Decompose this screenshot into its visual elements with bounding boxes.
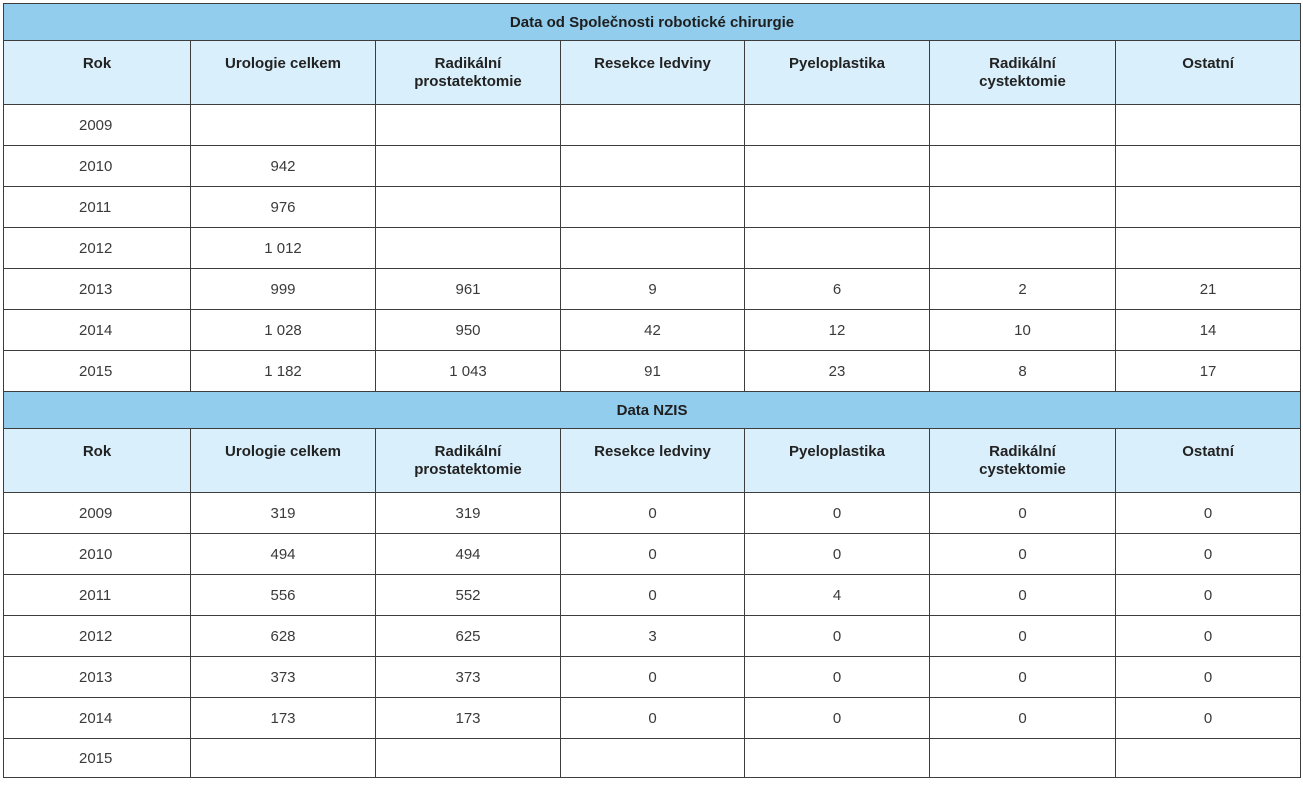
column-header-other [1116,429,1301,493]
cell-year: 2013 [4,269,191,310]
cell-other: 0 [1116,616,1301,657]
header-row [4,429,1301,493]
cell-other [1116,105,1301,146]
column-header-urology-total [191,429,376,493]
column-header-radical-cystectomy [930,429,1116,493]
cell-urology-total: 173 [191,698,376,739]
cell-urology-total: 999 [191,269,376,310]
table-row [4,657,1301,698]
cell-other: 0 [1116,657,1301,698]
table-row [4,739,1301,778]
table-row [4,269,1301,310]
cell-urology-total [191,105,376,146]
cell-kidney-resection: 3 [561,616,745,657]
header-line: Pyeloplastika [789,55,885,72]
cell-radical-cystectomy [930,739,1116,778]
cell-radical-prostatectomy [376,187,561,228]
header-line: prostatektomie [414,73,522,90]
header-line: Radikální [434,443,502,460]
table-row [4,493,1301,534]
cell-radical-cystectomy [930,187,1116,228]
column-header-year [4,429,191,493]
cell-other: 0 [1116,575,1301,616]
cell-kidney-resection: 0 [561,657,745,698]
cell-year: 2014 [4,310,191,351]
cell-other: 14 [1116,310,1301,351]
cell-year: 2011 [4,575,191,616]
cell-radical-prostatectomy: 950 [376,310,561,351]
table-row [4,310,1301,351]
header-line: Radikální [989,55,1056,72]
table-row [4,351,1301,392]
header-line: Urologie celkem [225,55,341,72]
cell-pyeloplasty: 6 [745,269,930,310]
column-header-year [4,41,191,105]
cell-radical-cystectomy: 8 [930,351,1116,392]
header-line: Resekce ledviny [594,55,711,72]
cell-radical-cystectomy: 0 [930,657,1116,698]
column-header-radical-cystectomy [930,41,1116,105]
column-header-urology-total [191,41,376,105]
header-line: Urologie celkem [225,443,341,460]
table-row [4,105,1301,146]
header-line: prostatektomie [414,461,522,478]
cell-kidney-resection [561,105,745,146]
cell-pyeloplasty: 0 [745,698,930,739]
cell-radical-cystectomy: 0 [930,534,1116,575]
cell-pyeloplasty [745,228,930,269]
cell-kidney-resection: 0 [561,493,745,534]
cell-kidney-resection: 42 [561,310,745,351]
cell-radical-cystectomy: 0 [930,616,1116,657]
section-title: Data od Společnosti robotické chirurgie [4,4,1301,41]
cell-radical-prostatectomy: 173 [376,698,561,739]
cell-pyeloplasty: 12 [745,310,930,351]
cell-pyeloplasty [745,187,930,228]
cell-year: 2009 [4,493,191,534]
cell-radical-prostatectomy: 373 [376,657,561,698]
cell-pyeloplasty [745,105,930,146]
cell-radical-cystectomy [930,146,1116,187]
column-header-radical-prostatectomy [376,429,561,493]
cell-pyeloplasty: 0 [745,616,930,657]
cell-urology-total: 373 [191,657,376,698]
header-line: Resekce ledviny [594,443,711,460]
cell-year: 2012 [4,228,191,269]
cell-radical-prostatectomy: 494 [376,534,561,575]
cell-year: 2013 [4,657,191,698]
header-line: cystektomie [979,73,1066,90]
cell-other: 0 [1116,493,1301,534]
header-row [4,41,1301,105]
column-header-kidney-resection [561,429,745,493]
section-title-row [4,392,1301,429]
cell-year: 2012 [4,616,191,657]
cell-pyeloplasty [745,739,930,778]
cell-radical-prostatectomy: 319 [376,493,561,534]
cell-pyeloplasty: 0 [745,534,930,575]
table-body [4,4,1301,778]
cell-radical-prostatectomy [376,146,561,187]
cell-pyeloplasty: 4 [745,575,930,616]
section-title-row [4,4,1301,41]
cell-radical-cystectomy: 10 [930,310,1116,351]
cell-urology-total: 942 [191,146,376,187]
cell-urology-total: 1 012 [191,228,376,269]
header-line: Pyeloplastika [789,443,885,460]
cell-radical-prostatectomy: 961 [376,269,561,310]
cell-year: 2009 [4,105,191,146]
cell-radical-cystectomy: 0 [930,698,1116,739]
cell-year: 2014 [4,698,191,739]
cell-other [1116,187,1301,228]
cell-radical-prostatectomy [376,739,561,778]
cell-urology-total [191,739,376,778]
cell-radical-prostatectomy: 1 043 [376,351,561,392]
cell-kidney-resection: 91 [561,351,745,392]
cell-radical-prostatectomy: 552 [376,575,561,616]
cell-kidney-resection [561,739,745,778]
table-row [4,534,1301,575]
cell-kidney-resection: 0 [561,534,745,575]
cell-kidney-resection [561,228,745,269]
cell-pyeloplasty [745,146,930,187]
cell-radical-cystectomy: 0 [930,493,1116,534]
cell-radical-cystectomy: 2 [930,269,1116,310]
cell-urology-total: 319 [191,493,376,534]
cell-kidney-resection: 0 [561,575,745,616]
cell-urology-total: 556 [191,575,376,616]
table-row [4,228,1301,269]
cell-kidney-resection: 9 [561,269,745,310]
cell-kidney-resection: 0 [561,698,745,739]
cell-year: 2011 [4,187,191,228]
cell-radical-prostatectomy [376,105,561,146]
cell-other [1116,146,1301,187]
header-line: cystektomie [979,461,1066,478]
cell-radical-cystectomy [930,105,1116,146]
cell-pyeloplasty: 0 [745,657,930,698]
robotic-surgery-table [3,3,1301,778]
data-table-container [3,3,1300,778]
cell-year: 2015 [4,739,191,778]
section-title: Data NZIS [4,392,1301,429]
cell-other [1116,228,1301,269]
column-header-kidney-resection [561,41,745,105]
column-header-pyeloplasty [745,41,930,105]
cell-urology-total: 1 182 [191,351,376,392]
cell-year: 2010 [4,534,191,575]
table-row [4,187,1301,228]
cell-urology-total: 976 [191,187,376,228]
table-row [4,575,1301,616]
header-line: Radikální [989,443,1056,460]
cell-urology-total: 494 [191,534,376,575]
cell-urology-total: 1 028 [191,310,376,351]
table-row [4,616,1301,657]
cell-other: 17 [1116,351,1301,392]
header-line: Radikální [434,55,502,72]
table-row [4,698,1301,739]
cell-pyeloplasty: 0 [745,493,930,534]
cell-urology-total: 628 [191,616,376,657]
column-header-pyeloplasty [745,429,930,493]
cell-radical-cystectomy [930,228,1116,269]
cell-other: 0 [1116,698,1301,739]
header-line: Rok [82,443,112,460]
header-line: Ostatní [1182,443,1234,460]
cell-pyeloplasty: 23 [745,351,930,392]
cell-other: 0 [1116,534,1301,575]
header-line: Rok [82,55,112,72]
table-row [4,146,1301,187]
cell-radical-prostatectomy [376,228,561,269]
cell-other: 21 [1116,269,1301,310]
header-line: Ostatní [1182,55,1234,72]
cell-year: 2010 [4,146,191,187]
column-header-other [1116,41,1301,105]
cell-other [1116,739,1301,778]
cell-kidney-resection [561,146,745,187]
cell-year: 2015 [4,351,191,392]
cell-radical-prostatectomy: 625 [376,616,561,657]
cell-kidney-resection [561,187,745,228]
column-header-radical-prostatectomy [376,41,561,105]
cell-radical-cystectomy: 0 [930,575,1116,616]
